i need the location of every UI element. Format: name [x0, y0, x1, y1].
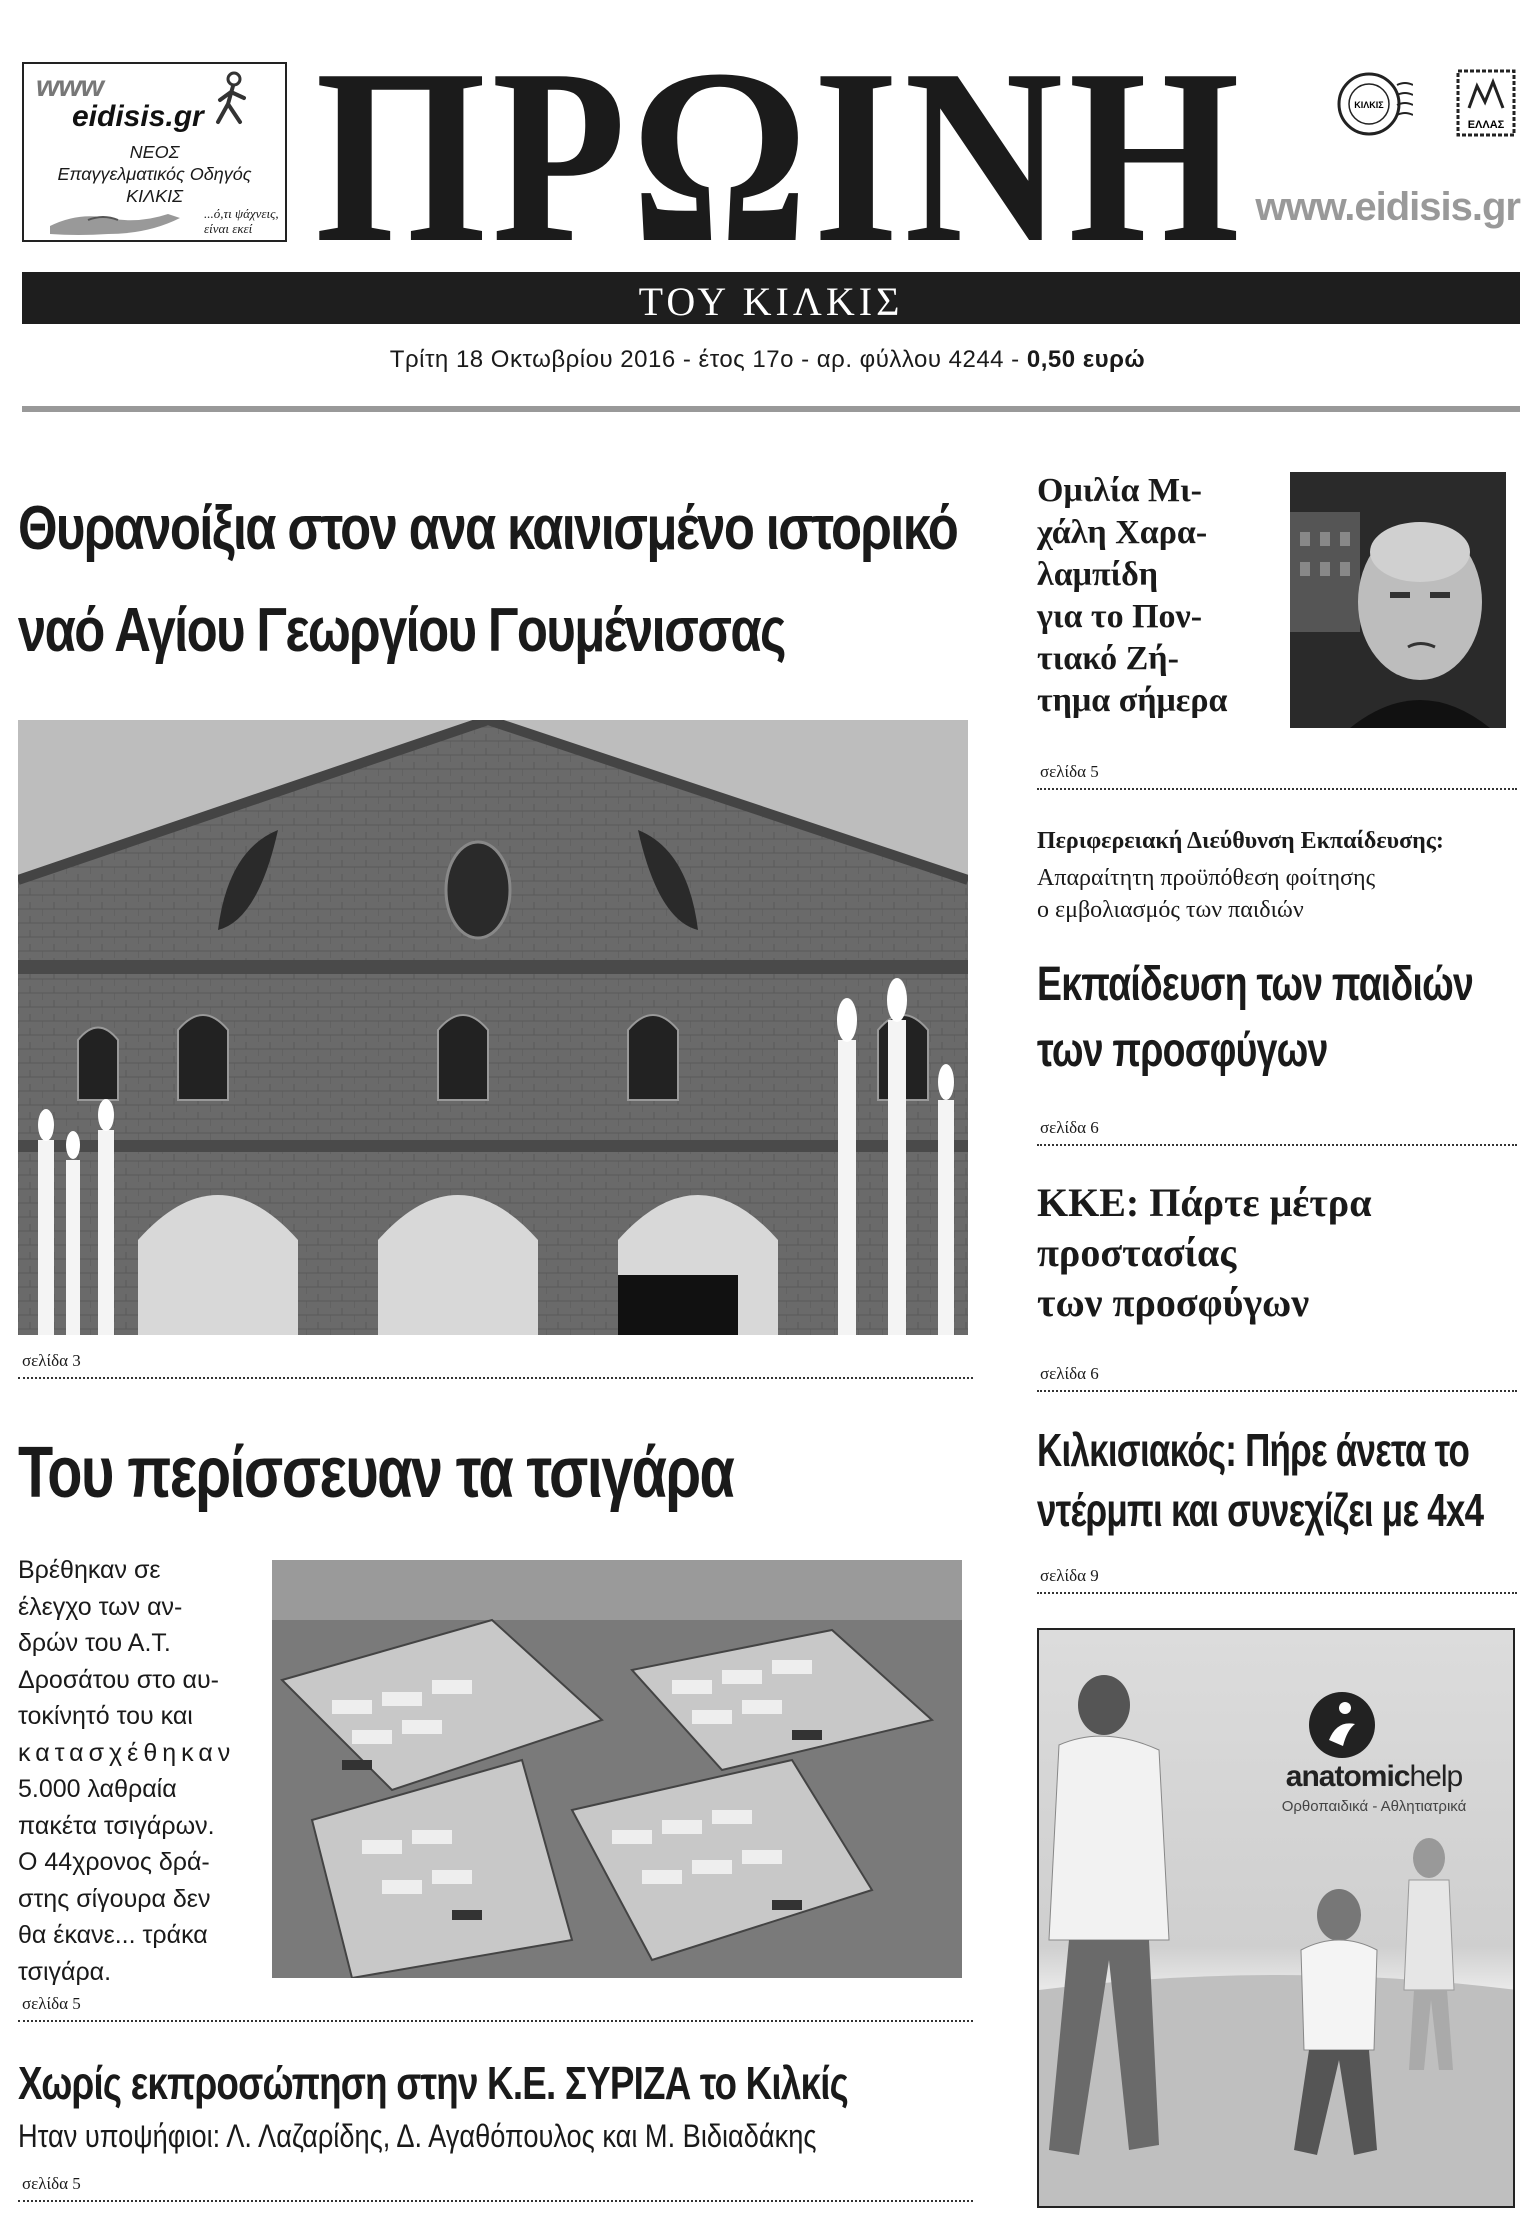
kilkisiakos-divider [1037, 1592, 1517, 1594]
body-line: στης σίγουρα δεν [18, 1884, 211, 1913]
headline-line: ΚΚΕ: Πάρτε μέτρα [1037, 1180, 1372, 1225]
headline-line: Ομιλία Μι- [1037, 472, 1202, 509]
stamp-country: ΕΛΛΑΣ [1467, 119, 1505, 131]
summary-line: ο εμβολιασμός των παιδιών [1037, 897, 1304, 923]
logo-site-name: eidisis.gr [72, 100, 204, 133]
logo-slogan: ...ό,τι ψάχνεις, είναι εκεί [204, 206, 279, 236]
title-text: ΠΡΩΙΝΗ [315, 50, 1245, 255]
headline-line: ντέρμπι και συνεχίζει με 4x4 [1037, 1484, 1484, 1536]
syriza-page-ref: σελίδα 5 [22, 2174, 81, 2193]
syriza-headline[interactable]: Χωρίς εκπροσώπηση στην Κ.Ε. ΣΥΡΙΖΑ το Κιλκίς [18, 2057, 848, 2109]
logo-www: www [36, 70, 104, 103]
kke-divider [1037, 1390, 1517, 1392]
ad-tagline: Ορθοπαιδικά - Αθλητιατρικά [1281, 1798, 1467, 1815]
masthead-rule [22, 406, 1520, 412]
education-summary [1037, 862, 1517, 926]
kilkisiakos-page-ref: σελίδα 9 [1040, 1566, 1099, 1585]
education-page-ref: σελίδα 6 [1040, 1118, 1099, 1137]
eidisis-ad-box [22, 62, 287, 242]
body-line: τσιγάρα. [18, 1957, 112, 1986]
summary-line: Απαραίτητη προϋπόθεση φοίτησης [1037, 865, 1376, 891]
headline-line: Εκπαίδευση των παιδιών [1037, 958, 1473, 1011]
ad-brand [1239, 1760, 1509, 1794]
logo-new: ΝΕΟΣ [129, 142, 180, 162]
headline-line: χάλη Χαρα- [1037, 514, 1208, 551]
body-line: τοκίνητό του και [18, 1702, 193, 1730]
cigarettes-page-ref: σελίδα 5 [22, 1994, 81, 2013]
church-photo [18, 720, 968, 1335]
headline-line: τημα σήμερα [1037, 682, 1228, 719]
speaker-portrait-photo [1290, 472, 1506, 728]
cigarettes-headline[interactable]: Του περίσσευαν τα τσιγάρα [18, 1433, 734, 1513]
body-line: Βρέθηκαν σε [18, 1556, 161, 1584]
refugee-education-headline[interactable] [1037, 952, 1505, 1084]
lead-headline-line2: ναό Αγίου Γεωργίου Γουμένισσας [18, 596, 785, 665]
subtitle: ΤΟΥ ΚΙΛΚΙΣ [638, 279, 904, 324]
lead-headline[interactable] [18, 478, 986, 682]
body-line: 5.000 λαθραία [18, 1775, 177, 1803]
walking-man-icon [200, 70, 260, 126]
syriza-divider [18, 2200, 973, 2202]
dateline-text: Τρίτη 18 Οκτωβρίου 2016 - έτος 17ο - αρ. φύλλου 4244 - [389, 346, 1020, 373]
ad-family-illustration [1039, 1630, 1515, 2208]
lead-headline-line1: Θυρανοίξια στον ανα καινισμένο ιστορικό [18, 494, 958, 563]
headline-line: τιακό Ζή- [1037, 640, 1179, 677]
svg-text:ΚΙΛΚΙΣ: ΚΙΛΚΙΣ [1354, 100, 1384, 110]
headline-line: λαμπίδη [1037, 556, 1159, 593]
newspaper-title [300, 50, 1260, 255]
cigarettes-divider [18, 2020, 973, 2022]
price: 0,50 ευρώ [1026, 346, 1146, 373]
body-line: έλεγχο των αν- [18, 1592, 183, 1621]
cigarettes-photo [272, 1560, 962, 1978]
cigarettes-body [18, 1552, 240, 1990]
pontic-speech-headline[interactable] [1037, 470, 1287, 722]
body-line: κατασχέθηκαν [18, 1738, 236, 1767]
logo-guide: Επαγγελματικός Οδηγός [57, 164, 252, 184]
dateline [0, 346, 1535, 374]
kke-headline[interactable] [1037, 1178, 1517, 1328]
anatomichelp-ad[interactable] [1037, 1628, 1515, 2208]
lead-page-ref: σελίδα 3 [22, 1351, 81, 1370]
ad-brand-bold: anatomic [1285, 1760, 1410, 1793]
hand-illustration [48, 204, 188, 238]
postage-stamp [1455, 68, 1517, 138]
logo-city: ΚΙΛΚΙΣ [126, 186, 183, 206]
body-line: Ο 44χρονος δρά- [18, 1848, 210, 1876]
syriza-subline: Ηταν υποψήφιοι: Λ. Λαζαρίδης, Δ. Αγαθόπουλος και Μ. Βιδιαδάκης [18, 2118, 817, 2154]
headline-line: προστασίας [1037, 1230, 1237, 1275]
education-divider [1037, 1144, 1517, 1146]
kilkisiakos-headline[interactable] [1037, 1420, 1493, 1540]
headline-line: Κιλκισιακός: Πήρε άνετα το [1037, 1424, 1470, 1476]
headline-line: για το Πον- [1037, 598, 1203, 635]
lead-divider [18, 1377, 973, 1379]
anatomichelp-logo-icon [1307, 1690, 1377, 1760]
website-url[interactable]: www.eidisis.gr [1255, 185, 1520, 229]
pontic-page-ref: σελίδα 5 [1040, 762, 1099, 781]
body-line: Δροσάτου στο αυ- [18, 1665, 220, 1694]
body-line: δρών του Α.Τ. [18, 1629, 171, 1657]
pontic-divider [1037, 788, 1517, 790]
body-line: θα έκανε... τράκα [18, 1921, 208, 1949]
headline-line: των προσφύγων [1037, 1024, 1328, 1077]
education-kicker: Περιφερειακή Διεύθυνση Εκπαίδευσης: [1037, 828, 1444, 854]
postmark-stamp [1335, 65, 1413, 143]
ad-brand-light: help [1409, 1760, 1463, 1793]
subtitle-bar [22, 272, 1520, 324]
headline-line: των προσφύγων [1037, 1280, 1310, 1325]
body-line: πακέτα τσιγάρων. [18, 1811, 215, 1840]
kke-page-ref: σελίδα 6 [1040, 1364, 1099, 1383]
